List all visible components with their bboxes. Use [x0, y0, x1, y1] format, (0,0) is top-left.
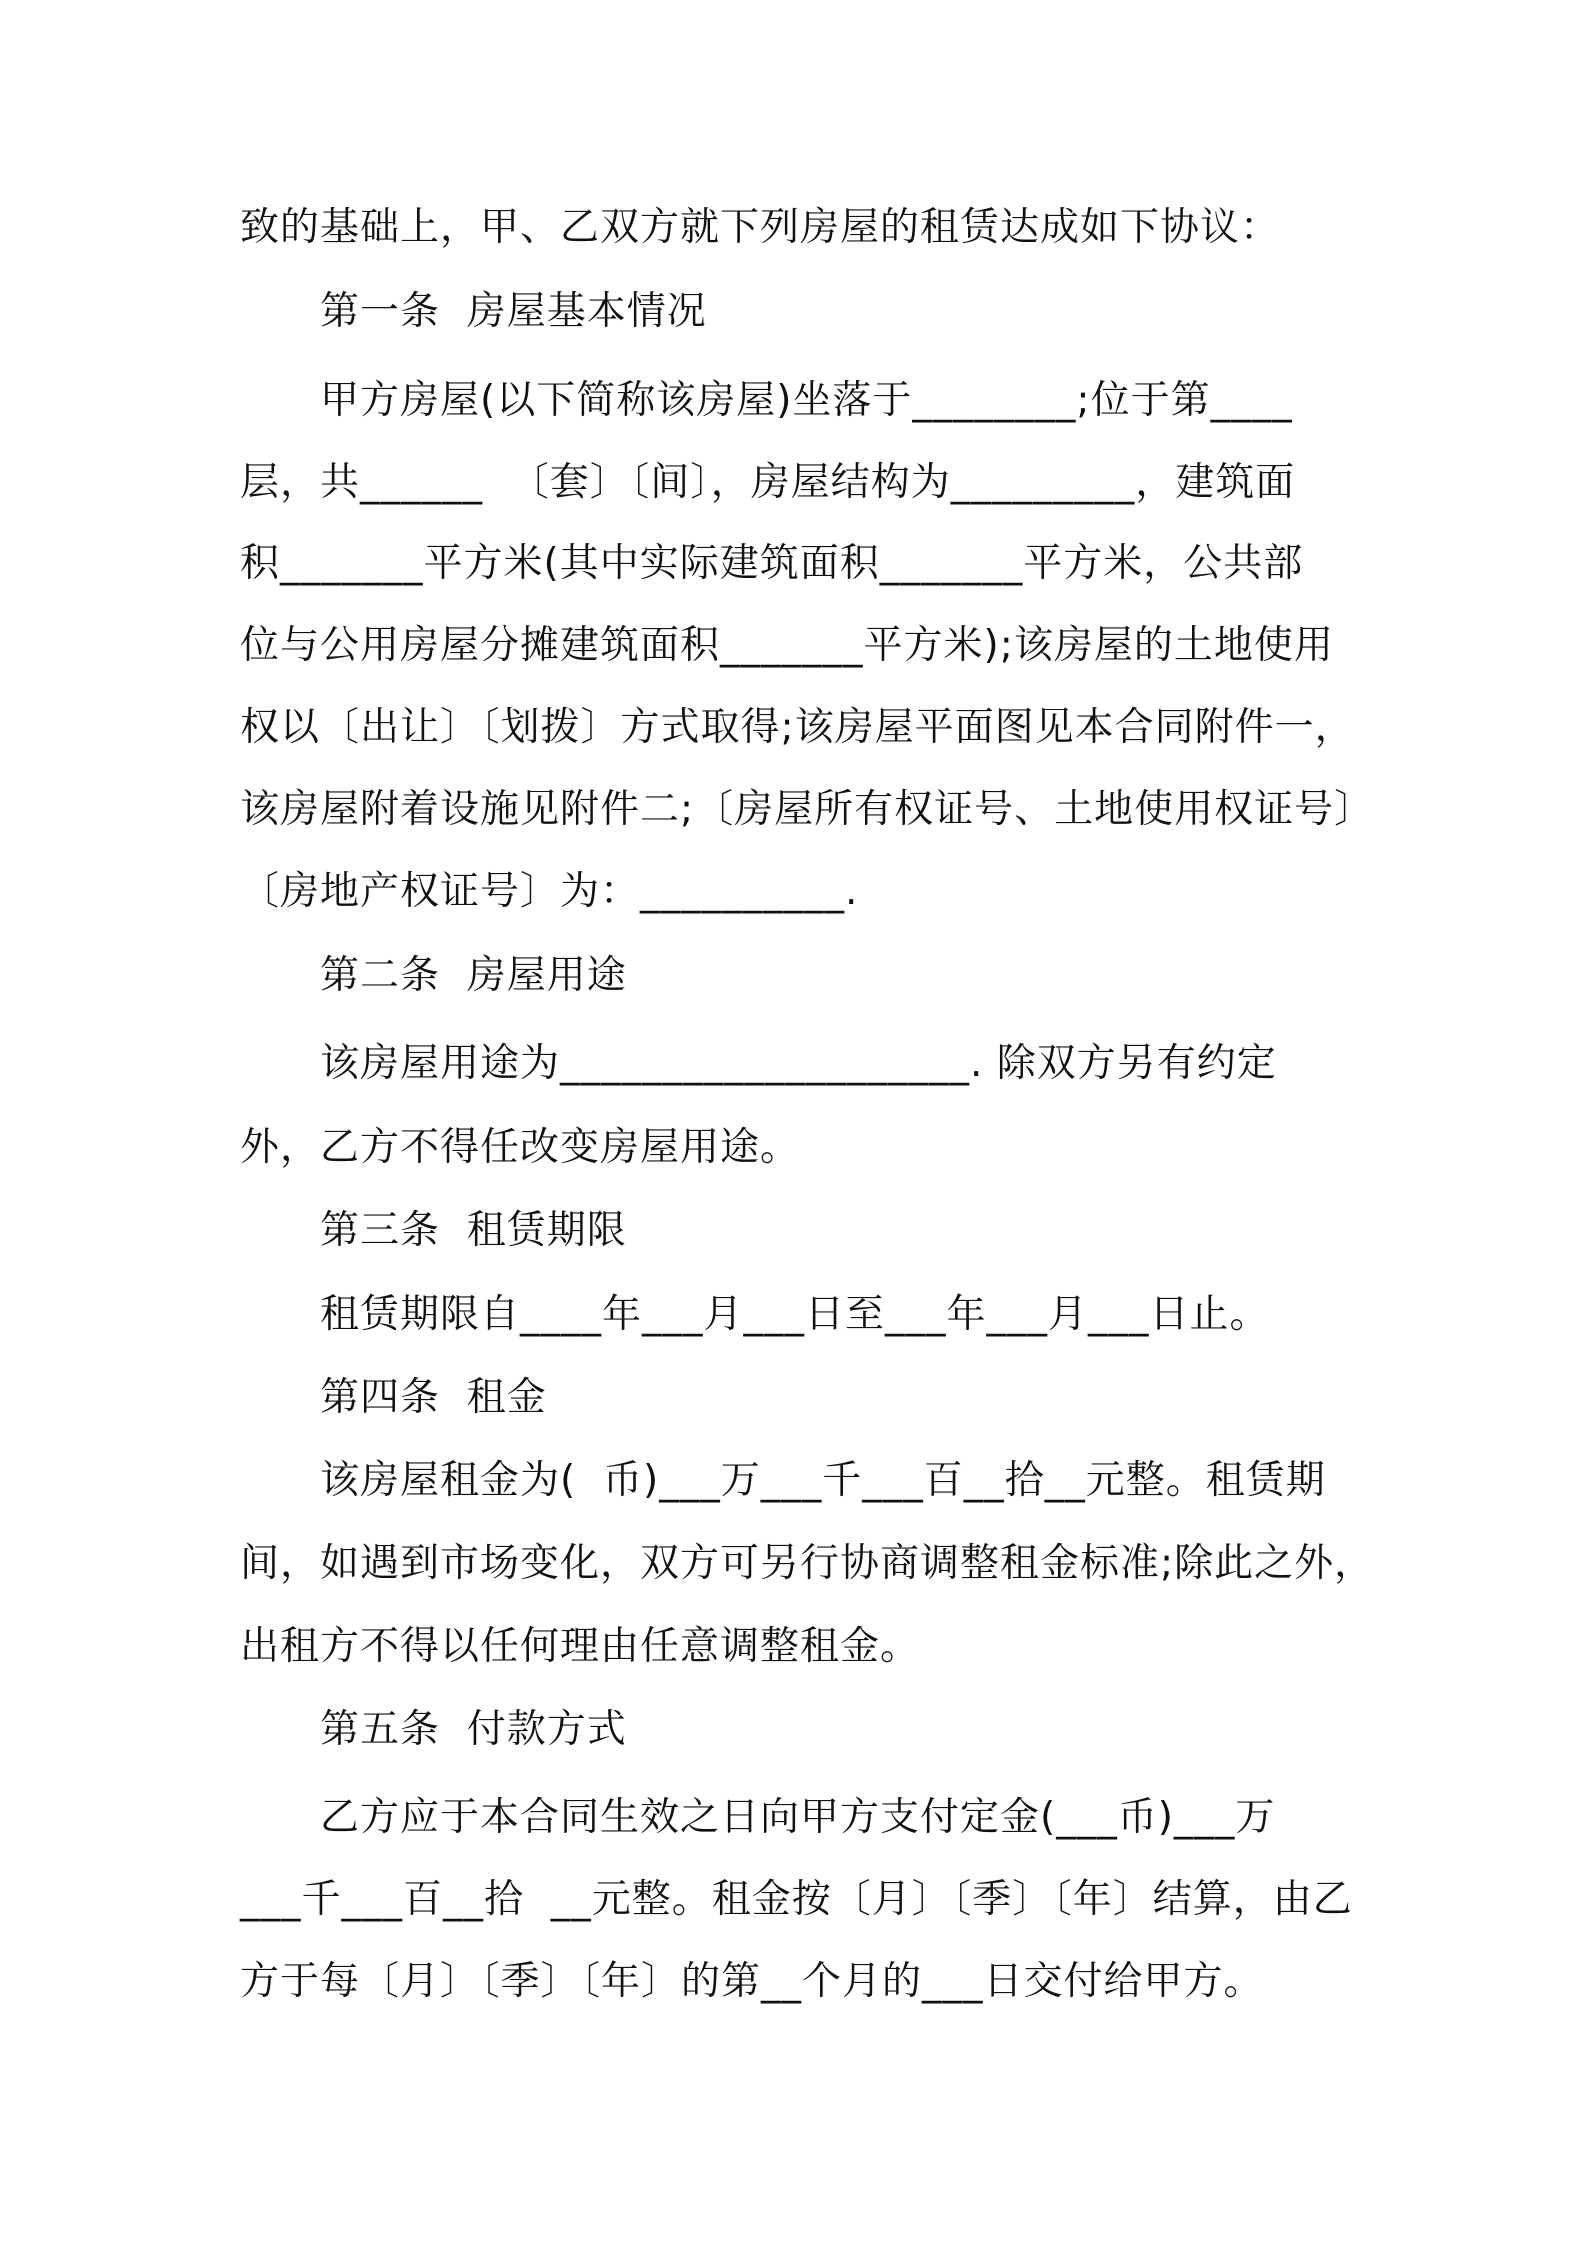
- article-heading-2: 第二条 房屋用途: [320, 953, 627, 998]
- text-line: 权以〔出让〕〔划拨〕方式取得;该房屋平面图见本合同附件一，: [240, 705, 1355, 750]
- text-line: 间，如遇到市场变化，双方可另行协商调整租金标准;除此之外，: [240, 1541, 1375, 1586]
- article-heading-3: 第三条 租赁期限: [320, 1208, 627, 1253]
- article-heading-4: 第四条 租金: [320, 1375, 547, 1420]
- text-line: ___千___百__拾 __元整。租金按〔月〕〔季〕〔年〕结算，由乙: [240, 1877, 1353, 1922]
- text-line: 外，乙方不得任改变房屋用途。: [240, 1125, 801, 1170]
- text-line: 方于每〔月〕〔季〕〔年〕的第__个月的___日交付给甲方。: [240, 1959, 1264, 2004]
- text-line: 该房屋附着设施见附件二;〔房屋所有权证号、土地使用权证号〕: [240, 787, 1375, 832]
- text-line: 积_______平方米(其中实际建筑面积_______平方米，公共部: [240, 541, 1304, 586]
- article-heading-5: 第五条 付款方式: [320, 1707, 627, 1752]
- text-line: 甲方房屋(以下简称该房屋)坐落于________;位于第____: [320, 378, 1293, 423]
- text-line: 乙方应于本合同生效之日向甲方支付定金(___币)___万: [320, 1795, 1276, 1840]
- text-line: 该房屋租金为( 币)___万___千___百__拾__元整。租赁期: [320, 1458, 1326, 1503]
- text-line: 〔房地产权证号〕为：__________.: [240, 869, 859, 914]
- text-line: 位与公用房屋分摊建筑面积_______平方米);该房屋的土地使用: [240, 623, 1334, 668]
- article-heading-1: 第一条 房屋基本情况: [320, 289, 707, 334]
- text-line: 层，共______ 〔套〕〔间〕，房屋结构为_________，建筑面: [240, 460, 1296, 505]
- text-line: 出租方不得以任何理由任意调整租金。: [240, 1624, 921, 1669]
- text-line: 租赁期限自____年___月___日至___年___月___日止。: [320, 1292, 1270, 1337]
- text-line: 该房屋用途为____________________. 除双方另有约定: [320, 1041, 1277, 1086]
- text-line: 致的基础上，甲、乙双方就下列房屋的租赁达成如下协议：: [240, 205, 1281, 250]
